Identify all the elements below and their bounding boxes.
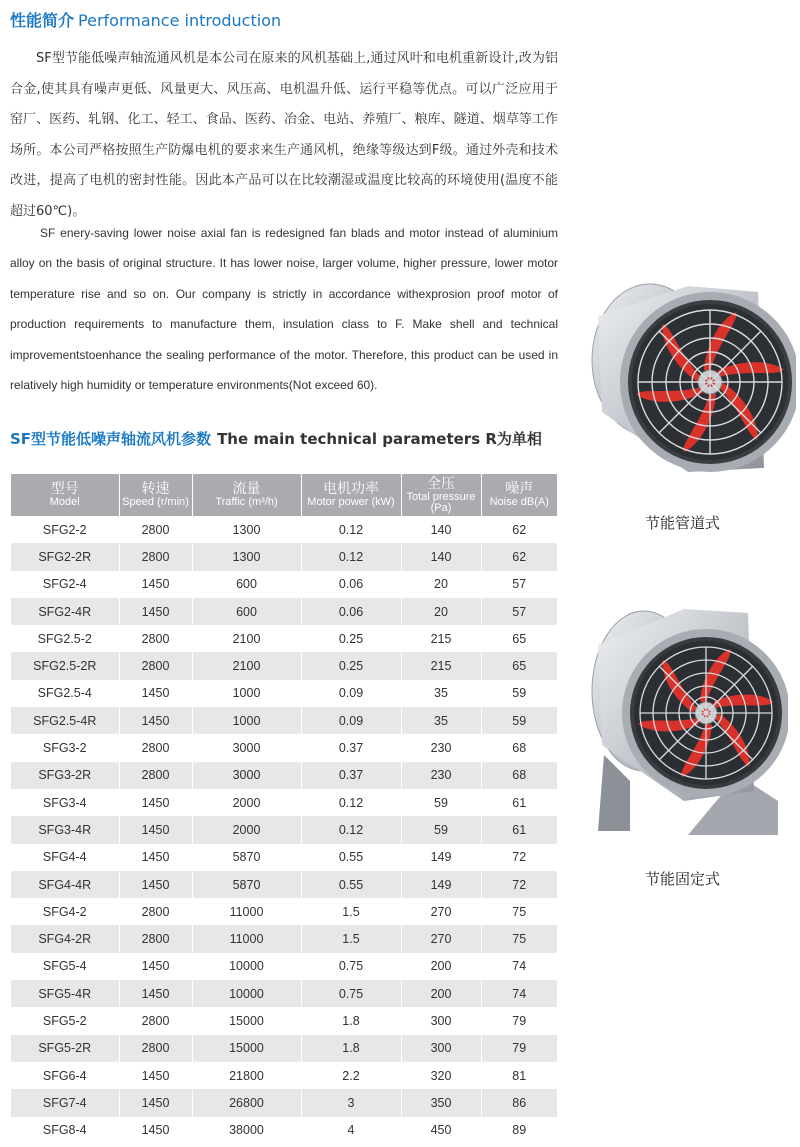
cell-motor-power: 0.09 [301,707,401,734]
cell-speed: 1450 [119,844,192,871]
cell-total-pressure: 270 [401,925,481,952]
cell-traffic: 10000 [192,980,301,1007]
table-row [11,516,557,543]
cell-model: SFG6-4 [11,1062,119,1089]
cell-speed: 2800 [119,543,192,570]
cell-noise: 68 [481,734,557,761]
cell-motor-power: 0.25 [301,652,401,679]
cell-speed: 2800 [119,734,192,761]
cell-motor-power: 0.37 [301,734,401,761]
cell-motor-power: 0.12 [301,816,401,843]
cell-motor-power: 0.37 [301,762,401,789]
table-row [11,1117,557,1144]
cell-traffic: 2000 [192,789,301,816]
table-row [11,680,557,707]
cell-model: SFG2-4 [11,571,119,598]
cell-traffic: 1000 [192,707,301,734]
cell-noise: 74 [481,980,557,1007]
cell-model: SFG4-2R [11,925,119,952]
cell-motor-power: 0.06 [301,571,401,598]
cell-traffic: 600 [192,571,301,598]
table-row [11,625,557,652]
cell-traffic: 1300 [192,543,301,570]
intro-paragraph-cn: SF型节能低噪声轴流通风机是本公司在原来的风机基础上,通过风叶和电机重新设计,改为铝合金,使其具有噪声更低、风量更大、风压高、电机温升低、运行平稳等优点。可以广泛应用于窑厂、医药、轧钢、化工、轻工、食品、医药、冶金、电站、养殖厂、粮库、隧道、烟草等工作场所。本公司严格按照生产防爆电机的要求来生产通风机，绝缘等级达到F级。通过外壳和技术改进，提高了电机的密封性能。因此本产品可以在比较潮湿或温度比较高的环境使用(温度不能超过60℃)。 [10,51,558,219]
table-row [11,816,557,843]
cell-noise: 57 [481,571,557,598]
cell-speed: 1450 [119,871,192,898]
cell-noise: 59 [481,707,557,734]
cell-noise: 89 [481,1117,557,1144]
cell-model: SFG2-4R [11,598,119,625]
cell-traffic: 11000 [192,925,301,952]
cell-speed: 1450 [119,571,192,598]
table-row [11,543,557,570]
header-total-pressure: 全压 Total pressure (Pa) [401,474,481,516]
cell-total-pressure: 215 [401,652,481,679]
cell-total-pressure: 230 [401,734,481,761]
cell-traffic: 600 [192,598,301,625]
cell-total-pressure: 270 [401,898,481,925]
table-row [11,734,557,761]
cell-total-pressure: 350 [401,1089,481,1116]
table-row [11,1007,557,1034]
cell-total-pressure: 140 [401,543,481,570]
cell-model: SFG8-4 [11,1117,119,1144]
cell-speed: 2800 [119,516,192,543]
intro-paragraph-en: SF enery-saving lower noise axial fan is redesigned fan blads and motor instead of aluminium alloy on the basis of original structure. It has lower noise, larger volume, higher pressure, lower motor temperature rise and so on. Our company is strictly in accordance withexprosion proof motor of production requirements to manufacture them, insulation class to F. Make shell and technical improvementstoenhance the sealing performance of the motor. Therefore, this product can be used in relatively high humidity or temperature environments(Not exceed 60). [10,226,558,393]
cell-model: SFG2-2R [11,543,119,570]
cell-total-pressure: 200 [401,980,481,1007]
cell-total-pressure: 59 [401,816,481,843]
cell-total-pressure: 300 [401,1007,481,1034]
table-title [10,428,542,449]
cell-noise: 72 [481,871,557,898]
cell-motor-power: 0.12 [301,516,401,543]
cell-traffic: 26800 [192,1089,301,1116]
table-row [11,707,557,734]
cell-noise: 59 [481,680,557,707]
cell-speed: 2800 [119,762,192,789]
cell-noise: 75 [481,898,557,925]
cell-traffic: 3000 [192,762,301,789]
cell-traffic: 21800 [192,1062,301,1089]
cell-total-pressure: 149 [401,871,481,898]
cell-model: SFG5-4R [11,980,119,1007]
cell-noise: 81 [481,1062,557,1089]
table-row [11,953,557,980]
cell-speed: 2800 [119,1007,192,1034]
cell-traffic: 2000 [192,816,301,843]
cell-noise: 86 [481,1089,557,1116]
cell-model: SFG4-4 [11,844,119,871]
cell-model: SFG5-2 [11,1007,119,1034]
cell-motor-power: 1.8 [301,1035,401,1062]
cell-noise: 61 [481,789,557,816]
cell-model: SFG5-4 [11,953,119,980]
cell-traffic: 5870 [192,844,301,871]
table-row [11,844,557,871]
cell-total-pressure: 200 [401,953,481,980]
cell-total-pressure: 35 [401,680,481,707]
section-title-cn: 性能简介 [10,11,75,30]
cell-model: SFG4-4R [11,871,119,898]
table-row [11,1089,557,1116]
cell-noise: 68 [481,762,557,789]
cell-total-pressure: 35 [401,707,481,734]
cell-motor-power: 0.12 [301,789,401,816]
header-motor-power: 电机功率 Motor power (kW) [301,474,401,516]
cell-noise: 74 [481,953,557,980]
cell-speed: 2800 [119,652,192,679]
cell-model: SFG5-2R [11,1035,119,1062]
cell-speed: 2800 [119,925,192,952]
cell-speed: 2800 [119,625,192,652]
table-row [11,652,557,679]
cell-speed: 1450 [119,680,192,707]
cell-model: SFG4-2 [11,898,119,925]
table-row [11,925,557,952]
cell-speed: 1450 [119,789,192,816]
cell-traffic: 11000 [192,898,301,925]
cell-total-pressure: 140 [401,516,481,543]
cell-speed: 1450 [119,953,192,980]
cell-motor-power: 0.09 [301,680,401,707]
cell-total-pressure: 215 [401,625,481,652]
table-row [11,1035,557,1062]
table-row [11,1062,557,1089]
table-row [11,762,557,789]
cell-noise: 62 [481,543,557,570]
cell-speed: 1450 [119,598,192,625]
cell-model: SFG2-2 [11,516,119,543]
cell-speed: 1450 [119,1117,192,1144]
cell-speed: 1450 [119,1062,192,1089]
table-row [11,871,557,898]
cell-noise: 61 [481,816,557,843]
cell-total-pressure: 300 [401,1035,481,1062]
table-header-row [11,474,557,516]
header-noise: 噪声 Noise dB(A) [481,474,557,516]
cell-noise: 57 [481,598,557,625]
cell-speed: 1450 [119,980,192,1007]
cell-model: SFG3-2 [11,734,119,761]
cell-motor-power: 3 [301,1089,401,1116]
cell-motor-power: 0.75 [301,953,401,980]
cell-motor-power: 2.2 [301,1062,401,1089]
fixed-fan-caption: 节能固定式 [645,870,721,888]
table-title-cn: SF型节能低噪声轴流风机参数 [10,430,212,448]
cell-noise: 65 [481,625,557,652]
cell-speed: 1450 [119,816,192,843]
cell-total-pressure: 450 [401,1117,481,1144]
table-row [11,789,557,816]
cell-total-pressure: 59 [401,789,481,816]
cell-model: SFG2.5-2R [11,652,119,679]
cell-traffic: 15000 [192,1007,301,1034]
cell-motor-power: 0.75 [301,980,401,1007]
cell-traffic: 15000 [192,1035,301,1062]
section-title [10,8,281,31]
cell-motor-power: 1.8 [301,1007,401,1034]
header-speed: 转速 Speed (r/min) [119,474,192,516]
header-model: 型号 Model [11,474,119,516]
duct-fan-image [568,282,796,478]
table-row [11,571,557,598]
table-title-en: The main technical parameters R为单相 [217,430,542,448]
cell-model: SFG3-4 [11,789,119,816]
cell-model: SFG7-4 [11,1089,119,1116]
cell-motor-power: 0.55 [301,844,401,871]
cell-total-pressure: 149 [401,844,481,871]
cell-noise: 79 [481,1035,557,1062]
cell-noise: 79 [481,1007,557,1034]
cell-noise: 65 [481,652,557,679]
cell-traffic: 1000 [192,680,301,707]
cell-model: SFG2.5-4R [11,707,119,734]
cell-total-pressure: 230 [401,762,481,789]
cell-motor-power: 4 [301,1117,401,1144]
cell-traffic: 38000 [192,1117,301,1144]
cell-noise: 75 [481,925,557,952]
cell-traffic: 1300 [192,516,301,543]
cell-speed: 2800 [119,898,192,925]
cell-traffic: 2100 [192,652,301,679]
cell-total-pressure: 20 [401,598,481,625]
cell-motor-power: 0.25 [301,625,401,652]
cell-traffic: 5870 [192,871,301,898]
fixed-fan-image [578,605,788,837]
header-traffic: 流量 Traffic (m³/h) [192,474,301,516]
cell-speed: 2800 [119,1035,192,1062]
cell-model: SFG3-4R [11,816,119,843]
cell-model: SFG2.5-4 [11,680,119,707]
cell-motor-power: 0.12 [301,543,401,570]
cell-motor-power: 0.06 [301,598,401,625]
duct-fan-caption: 节能管道式 [645,514,721,532]
cell-motor-power: 1.5 [301,925,401,952]
cell-motor-power: 1.5 [301,898,401,925]
section-title-en: Performance introduction [78,11,282,30]
table-row [11,980,557,1007]
cell-total-pressure: 20 [401,571,481,598]
cell-traffic: 2100 [192,625,301,652]
cell-noise: 72 [481,844,557,871]
table-row [11,598,557,625]
cell-noise: 62 [481,516,557,543]
cell-speed: 1450 [119,1089,192,1116]
table-row [11,898,557,925]
cell-traffic: 10000 [192,953,301,980]
cell-model: SFG3-2R [11,762,119,789]
cell-speed: 1450 [119,707,192,734]
table-body [11,516,557,1144]
cell-total-pressure: 320 [401,1062,481,1089]
cell-traffic: 3000 [192,734,301,761]
cell-model: SFG2.5-2 [11,625,119,652]
cell-motor-power: 0.55 [301,871,401,898]
parameters-table [11,474,557,1144]
